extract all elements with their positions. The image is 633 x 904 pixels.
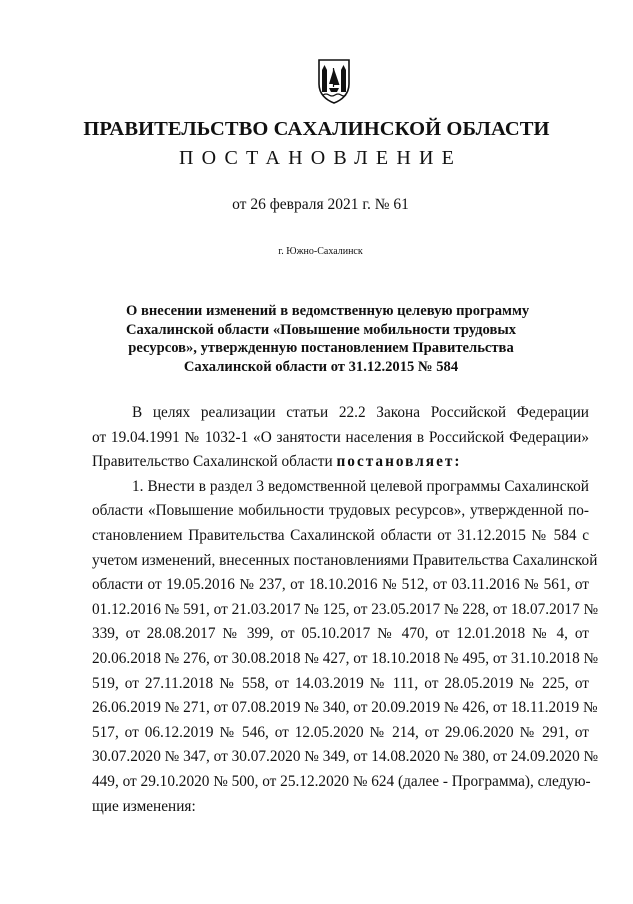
decree-date-number: от 26 февраля 2021 г. № 61 — [232, 196, 409, 213]
body-line: 1. Внести в раздел 3 ведомственной целевой программы Сахалинской — [132, 477, 589, 495]
body-line: от 19.04.1991 № 1032-1 «О занятости населения в Российской Федерации» — [92, 428, 589, 446]
body-line: становлением Правительства Сахалинской области от 31.12.2015 № 584 с — [92, 526, 589, 544]
body-line: области «Повышение мобильности трудовых ресурсов», утвержденной по- — [92, 502, 589, 520]
decree-title — [126, 302, 530, 376]
title-line: Сахалинской области «Повышение мобильности трудовых — [126, 321, 517, 338]
decree-verb: постановляет: — [336, 453, 462, 471]
decree-body — [92, 401, 599, 819]
body-line: области от 19.05.2016 № 237, от 18.10.2016 № 512, от 03.11.2016 № 561, от — [92, 576, 589, 594]
body-line: В целях реализации статьи 22.2 Закона Российской Федерации — [132, 404, 589, 421]
title-line: О внесении изменений в ведомственную целевую программу — [126, 303, 530, 319]
body-line: 517, от 06.12.2019 № 546, от 12.05.2020 № 214, от 29.06.2020 № 291, от — [92, 723, 589, 741]
body-line: 01.12.2016 № 591, от 21.03.2017 № 125, от 23.05.2017 № 228, от 18.07.2017 № — [92, 600, 599, 618]
body-line: 519, от 27.11.2018 № 558, от 14.03.2019 № 111, от 28.05.2019 № 225, от — [92, 674, 589, 692]
body-line: 26.06.2019 № 271, от 07.08.2019 № 340, от 20.09.2019 № 426, от 18.11.2019 № — [92, 699, 598, 717]
body-line: щие изменения: — [92, 797, 196, 815]
issuing-city: г. Южно-Сахалинск — [278, 246, 363, 257]
body-text: Правительство Сахалинской области — [92, 453, 337, 471]
title-line: ресурсов», утвержденную постановлением Правительства — [128, 340, 514, 356]
body-line: 339, от 28.08.2017 № 399, от 05.10.2017 № 470, от 12.01.2018 № 4, от — [92, 625, 589, 643]
body-line: 30.07.2020 № 347, от 30.07.2020 № 349, от 14.08.2020 № 380, от 24.09.2020 № — [92, 748, 599, 766]
body-line: учетом изменений, внесенных постановлениями Правительства Сахалинской — [92, 551, 598, 569]
title-line: Сахалинской области от 31.12.2015 № 584 — [183, 358, 459, 375]
document-type: ПОСТАНОВЛЕНИЕ — [178, 147, 463, 169]
body-line — [92, 450, 589, 475]
government-name: ПРАВИТЕЛЬСТВО САХАЛИНСКОЙ ОБЛАСТИ — [83, 118, 550, 140]
sakhalin-coat-of-arms-icon — [316, 58, 352, 104]
body-line: 20.06.2018 № 276, от 30.08.2018 № 427, от 18.10.2018 № 495, от 31.10.2018 № — [92, 649, 599, 667]
body-line: 449, от 29.10.2020 № 500, от 25.12.2020 № 624 (далее - Программа), следую- — [92, 772, 591, 790]
